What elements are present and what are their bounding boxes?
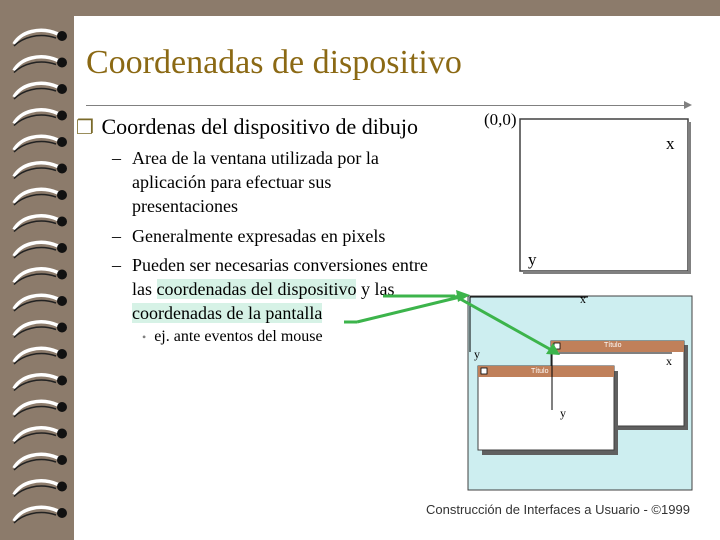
front-window-title: Título xyxy=(531,368,549,375)
device-x-label: x xyxy=(666,134,675,153)
subitem-3-suffix: y las xyxy=(356,279,395,299)
subitem-1-line-1: Area de la ventana utilizada por la xyxy=(132,148,379,168)
highlight-screen-coords: coordenadas de la pantalla xyxy=(132,303,323,323)
back-window-title: Título xyxy=(604,342,622,349)
origin-label: (0,0) xyxy=(484,110,517,129)
notebook-bullet-icon: ❐ xyxy=(76,117,94,139)
device-y-label: y xyxy=(528,250,537,269)
slide-title: Coordenadas de dispositivo xyxy=(86,44,462,81)
front-window xyxy=(478,366,614,450)
device-area xyxy=(520,119,688,271)
dash: – xyxy=(112,148,121,168)
subitem-1-line-3: presentaciones xyxy=(132,196,238,216)
dash: – xyxy=(112,226,121,246)
subitem-3-prefix: las xyxy=(132,279,157,299)
green-arrow-screen-2 xyxy=(357,296,464,322)
subitem-3-line-1: Pueden ser necesarias conversiones entre xyxy=(132,255,428,275)
screen-y-label: y xyxy=(474,347,480,361)
sub-bullet-dot: • xyxy=(142,330,147,344)
dash: – xyxy=(112,255,121,275)
main-bullet-text: Coordenas del dispositivo de dibujo xyxy=(101,114,419,139)
window-x-label: x xyxy=(666,354,672,368)
device-area-shadow-bottom xyxy=(523,271,691,274)
screen-x-label: x xyxy=(580,292,586,306)
subitem-2-line-1: Generalmente expresadas en pixels xyxy=(132,226,386,246)
footer: Construcción de Interfaces a Usuario - ©1999 xyxy=(426,502,690,517)
sub-subitem-text: ej. ante eventos del mouse xyxy=(154,328,323,345)
front-window-control xyxy=(481,368,487,374)
highlight-device-coords: coordenadas del dispositivo xyxy=(156,279,357,299)
subitem-1-line-2: aplicación para efectuar sus xyxy=(132,172,332,192)
window-y-label: y xyxy=(560,406,566,420)
device-area-shadow xyxy=(688,122,691,274)
